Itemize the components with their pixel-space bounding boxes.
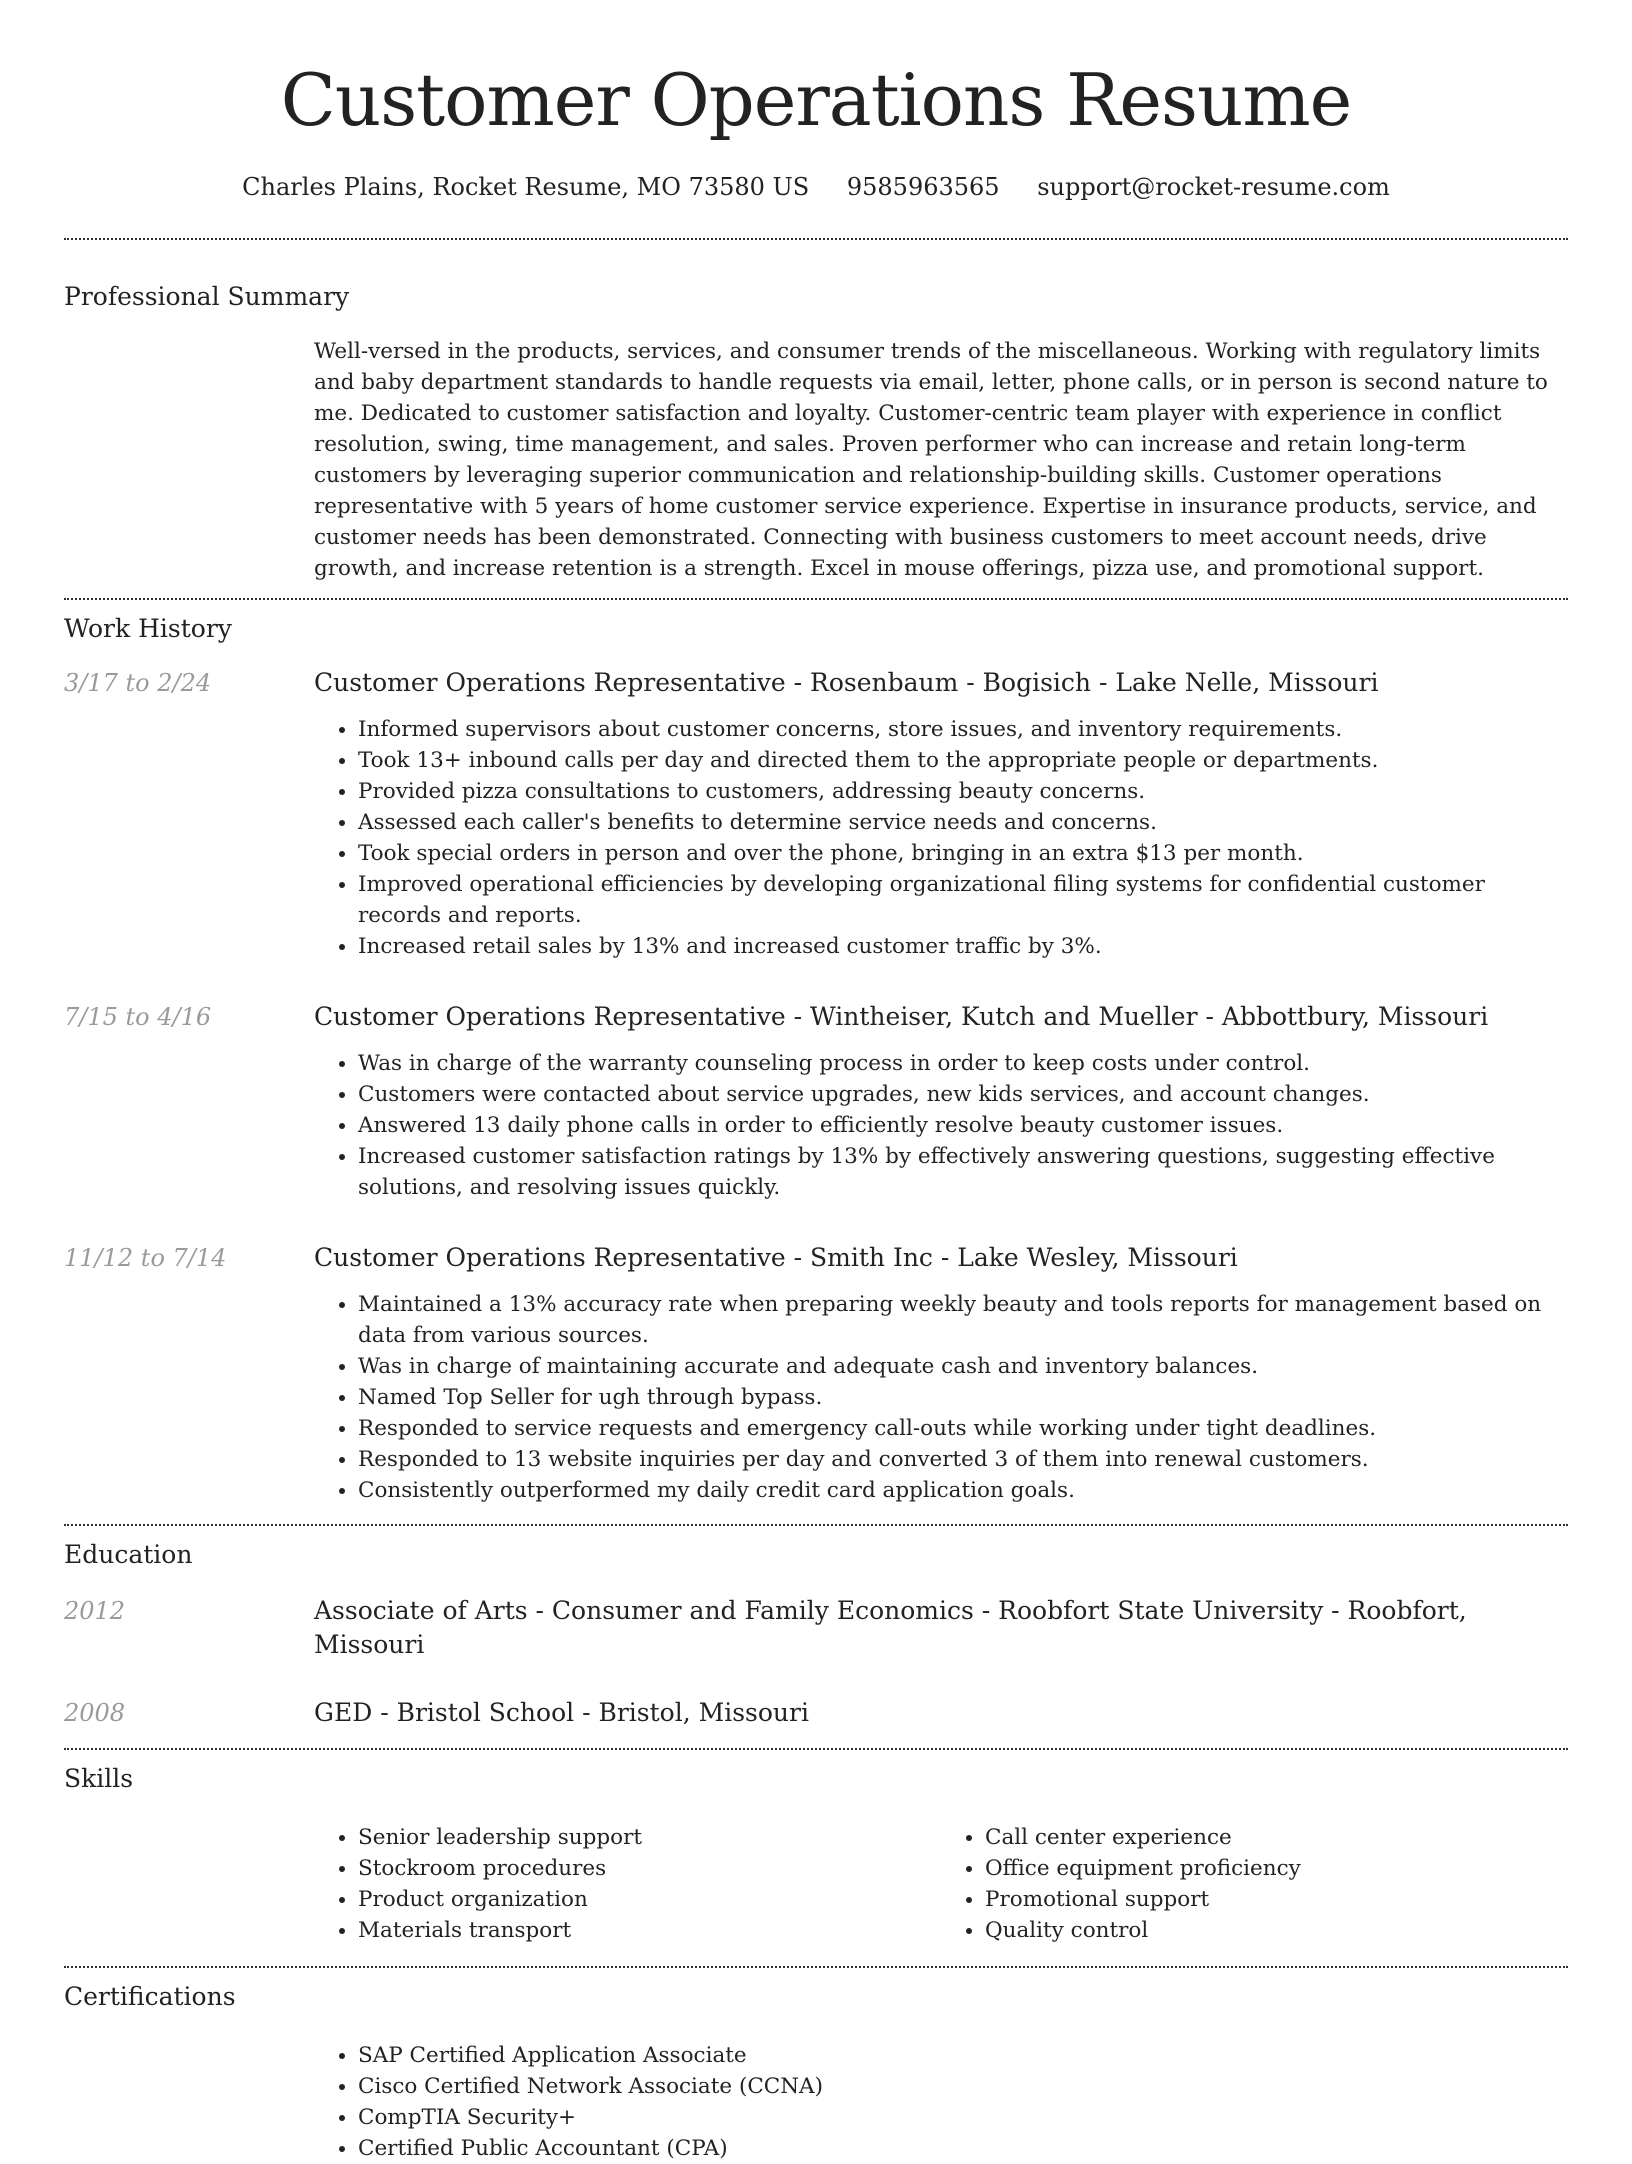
job-title: Customer Operations Representative - Smith Inc - Lake Wesley, Missouri: [314, 1243, 1238, 1272]
contact-phone: 9585963565: [846, 173, 1000, 201]
job-bullet: • Informed supervisors about customer concerns, store issues, and inventory requirements.: [358, 714, 1568, 745]
skill-item: • Materials transport: [358, 1915, 941, 1946]
skills-columns: [314, 1822, 1568, 1946]
job-bullet: • Customers were contacted about service upgrades, new kids services, and account changes.: [358, 1079, 1568, 1110]
skills-section: [64, 1750, 1568, 1946]
certification-item: • SAP Certified Application Associate: [358, 2040, 1568, 2071]
certifications-heading: Certifications: [64, 1982, 236, 2011]
job-title: Customer Operations Representative - Wintheiser, Kutch and Mueller - Abbottbury, Missouri: [314, 1002, 1489, 1031]
education-entry: [64, 1696, 1568, 1730]
job-bullet: • Improved operational efficiencies by developing organizational filing systems for confidential customer records and reports.: [358, 869, 1568, 931]
job-bullet: • Assessed each caller's benefits to determine service needs and concerns.: [358, 807, 1568, 838]
job-bullet: • Took 13+ inbound calls per day and directed them to the appropriate people or departments.: [358, 745, 1568, 776]
certification-item: • Cisco Certified Network Associate (CCNA): [358, 2071, 1568, 2102]
summary-heading: Professional Summary: [64, 282, 350, 311]
work-list: [64, 666, 1568, 1506]
job-bullet: • Provided pizza consultations to customers, addressing beauty concerns.: [358, 776, 1568, 807]
certifications-section: [64, 1968, 1568, 2164]
skill-item: • Stockroom procedures: [358, 1853, 941, 1884]
education-section: [64, 1526, 1568, 1748]
job-body: [314, 666, 1568, 962]
job-dates: 11/12 to 7/14: [64, 1244, 227, 1272]
skill-item: • Product organization: [358, 1884, 941, 1915]
certifications-list: [314, 2040, 1568, 2164]
certification-item: • CompTIA Security+: [358, 2102, 1568, 2133]
job-bullet: • Named Top Seller for ugh through bypass.: [358, 1382, 1568, 1413]
job-dates: 7/15 to 4/16: [64, 1003, 212, 1031]
job-bullet: • Was in charge of maintaining accurate and adequate cash and inventory balances.: [358, 1351, 1568, 1382]
certification-item: • Certified Public Accountant (CPA): [358, 2133, 1568, 2164]
contact-address: Charles Plains, Rocket Resume, MO 73580 US: [242, 173, 810, 201]
job-entry: [64, 666, 1568, 962]
summary-text: Well-versed in the products, services, and consumer trends of the miscellaneous. Working with regulatory limits and baby department standards to handle requests via email, letter, phone calls, or in person is second nature to me. Dedicated to customer satisfaction and loyalty. Customer-centric team player with experience in conflict resolution, swing, time management, and sales. Proven performer who can increase and retain long-term customers by leveraging superior communication and relationship-building skills. Customer operations representative with 5 years of home customer service experience. Expertise in insurance products, service, and customer needs has been demonstrated. Connecting with business customers to meet account needs, drive growth, and increase retention is a strength. Excel in mouse offerings, pizza use, and promotional support.: [314, 339, 1548, 581]
education-year: 2012: [64, 1597, 126, 1625]
contact-email: support@rocket-resume.com: [1037, 173, 1390, 201]
job-dates: 3/17 to 2/24: [64, 669, 212, 697]
skill-item: • Promotional support: [985, 1884, 1568, 1915]
job-body: [314, 1241, 1568, 1506]
skill-item: • Quality control: [985, 1915, 1568, 1946]
job-bullet: • Answered 13 daily phone calls in order to efficiently resolve beauty customer issues.: [358, 1110, 1568, 1141]
skills-heading: Skills: [64, 1764, 134, 1793]
skill-item: • Call center experience: [985, 1822, 1568, 1853]
job-bullet: • Responded to service requests and emergency call-outs while working under tight deadlines.: [358, 1413, 1568, 1444]
job-bullets: [314, 1289, 1568, 1506]
summary-section: [64, 240, 1568, 584]
job-bullet: • Responded to 13 website inquiries per day and converted 3 of them into renewal customers.: [358, 1444, 1568, 1475]
work-history-heading: Work History: [64, 614, 232, 643]
job-body: [314, 1000, 1568, 1203]
education-title: Associate of Arts - Consumer and Family Economics - Roobfort State University - Roobfort, Missouri: [314, 1596, 1467, 1659]
certifications-list-wrap: [314, 2040, 1568, 2164]
education-title: GED - Bristol School - Bristol, Missouri: [314, 1698, 809, 1727]
job-bullet: • Was in charge of the warranty counseling process in order to keep costs under control.: [358, 1048, 1568, 1079]
contact-line: [64, 170, 1568, 204]
education-entry: [64, 1594, 1568, 1662]
education-list: [64, 1594, 1568, 1730]
education-heading: Education: [64, 1540, 193, 1569]
job-entry: [64, 1000, 1568, 1203]
education-year: 2008: [64, 1699, 126, 1727]
job-bullets: [314, 714, 1568, 962]
resume-title: Customer Operations Resume: [280, 58, 1352, 142]
job-bullet: • Maintained a 13% accuracy rate when preparing weekly beauty and tools reports for management based on data from various sources.: [358, 1289, 1568, 1351]
job-title: Customer Operations Representative - Rosenbaum - Bogisich - Lake Nelle, Missouri: [314, 668, 1379, 697]
skills-column-right: [941, 1822, 1568, 1946]
skill-item: • Office equipment proficiency: [985, 1853, 1568, 1884]
job-bullet: • Increased retail sales by 13% and increased customer traffic by 3%.: [358, 931, 1568, 962]
job-bullet: • Consistently outperformed my daily credit card application goals.: [358, 1475, 1568, 1506]
job-bullet: • Took special orders in person and over the phone, bringing in an extra $13 per month.: [358, 838, 1568, 869]
job-entry: [64, 1241, 1568, 1506]
skills-column-left: [314, 1822, 941, 1946]
job-bullets: [314, 1048, 1568, 1203]
skill-item: • Senior leadership support: [358, 1822, 941, 1853]
work-history-section: [64, 600, 1568, 1524]
job-bullet: • Increased customer satisfaction ratings by 13% by effectively answering questions, suggesting effective solutions, and resolving issues quickly.: [358, 1141, 1568, 1203]
